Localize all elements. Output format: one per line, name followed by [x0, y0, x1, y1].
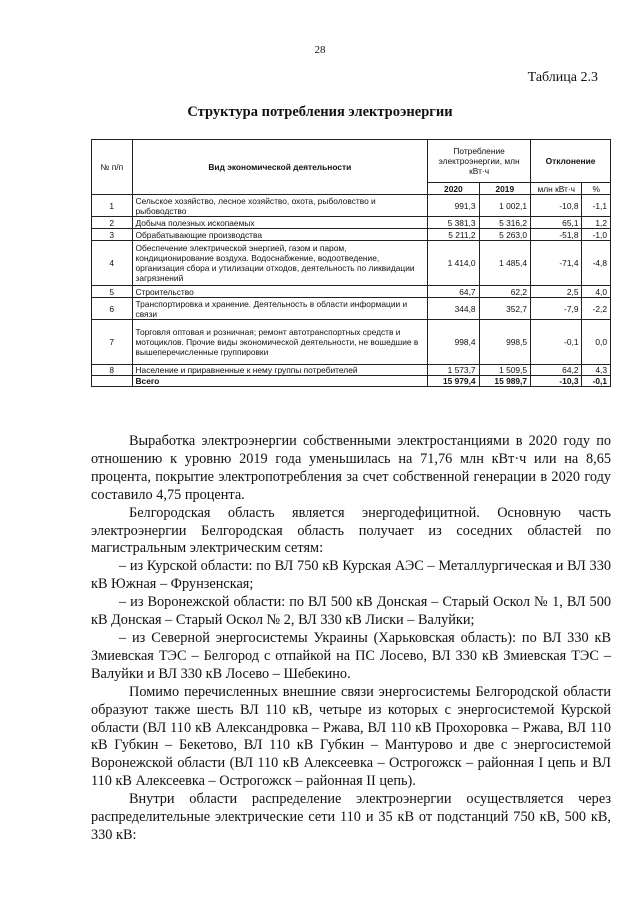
row-number: 3: [92, 229, 133, 241]
table-row: [92, 229, 611, 241]
deviation-pct-cell: -1,1: [582, 195, 611, 217]
value-2019-cell: 62,2: [479, 286, 530, 298]
total-num-cell: [92, 376, 133, 387]
row-number: 6: [92, 298, 133, 320]
value-2020-cell: 64,7: [428, 286, 479, 298]
deviation-abs-cell: 65,1: [531, 217, 582, 229]
total-2019: 15 989,7: [479, 376, 530, 387]
value-2019-cell: 1 509,5: [479, 365, 530, 376]
deviation-abs-cell: -0,1: [531, 320, 582, 365]
total-label: Всего: [132, 376, 428, 387]
activity-cell: Транспортировка и хранение. Деятельность в области информации и связи: [132, 298, 428, 320]
document-title: Структура потребления электроэнергии: [187, 104, 453, 120]
header-year-2020: 2020: [428, 183, 479, 195]
row-number: 8: [92, 365, 133, 376]
row-number: 5: [92, 286, 133, 298]
row-number: 2: [92, 217, 133, 229]
table-row: [92, 195, 611, 217]
value-2019-cell: 1 485,4: [479, 241, 530, 286]
deviation-abs-cell: -10,8: [531, 195, 582, 217]
table-row: [92, 365, 611, 376]
activity-cell: Обрабатывающие производства: [132, 229, 428, 241]
header-num: № п/п: [92, 140, 133, 195]
paragraph: Внутри области распределение электроэнергии осуществляется через распределительные электрические сети 110 и 35 кВ от подстанций 750 кВ, 500 кВ, 330 кВ:: [91, 791, 611, 843]
row-number: 7: [92, 320, 133, 365]
value-2020-cell: 1 573,7: [428, 365, 479, 376]
deviation-abs-cell: -7,9: [531, 298, 582, 320]
header-deviation-pct: %: [582, 183, 611, 195]
table-body: [92, 195, 611, 387]
table-label: Таблица 2.3: [527, 70, 598, 85]
deviation-pct-cell: 4,3: [582, 365, 611, 376]
value-2020-cell: 998,4: [428, 320, 479, 365]
list-item: – из Северной энергосистемы Украины (Харьковская область): по ВЛ 330 кВ Змиевская ТЭС – Белгород с отпайкой на ПС Лосево, ВЛ 330 кВ Змиевская ТЭС – Валуйки и ВЛ 330 кВ Лосево – Шебекино.: [91, 629, 611, 682]
header-activity: Вид экономической деятельности: [132, 140, 428, 195]
deviation-pct-cell: 1,2: [582, 217, 611, 229]
deviation-pct-cell: 0,0: [582, 320, 611, 365]
paragraph: Выработка электроэнергии собственными электростанциями в 2020 году по отношению к уровню 2019 года уменьшилась на 71,76 млн кВт·ч или на 8,65 процента, покрытие электропотребления за счет собственной генерации в 2020 году составило 4,75 процента.: [91, 433, 611, 503]
header-deviation-abs: млн кВт·ч: [531, 183, 582, 195]
table-row: [92, 320, 611, 365]
deviation-abs-cell: 64,2: [531, 365, 582, 376]
row-number: 1: [92, 195, 133, 217]
deviation-abs-cell: -51,8: [531, 229, 582, 241]
value-2019-cell: 5 263,0: [479, 229, 530, 241]
value-2019-cell: 352,7: [479, 298, 530, 320]
table-row: [92, 298, 611, 320]
activity-cell: Население и приравненные к нему группы потребителей: [132, 365, 428, 376]
total-deviation-pct: -0,1: [582, 376, 611, 387]
value-2020-cell: 5 211,2: [428, 229, 479, 241]
value-2020-cell: 5 381,3: [428, 217, 479, 229]
row-number: 4: [92, 241, 133, 286]
consumption-table: [91, 139, 611, 387]
total-deviation-abs: -10,3: [531, 376, 582, 387]
deviation-pct-cell: -2,2: [582, 298, 611, 320]
deviation-pct-cell: 4,0: [582, 286, 611, 298]
table-row: [92, 217, 611, 229]
paragraph: Помимо перечисленных внешние связи энергосистемы Белгородской области образуют также шесть ВЛ 110 кВ, четыре из которых с энергосистемой Курской области (ВЛ 110 кВ Александровка – Ржава, ВЛ 110 кВ Прохоровка – Ржава, ВЛ 110 кВ Губкин – Бекетово, ВЛ 110 кВ Губкин – Мантурово и две с энергосистемой Воронежской области (ВЛ 110 кВ Алексеевка – Острогожск – районная I цепь и ВЛ 110 кВ Алексеевка – Острогожск – районная II цепь).: [91, 683, 611, 790]
body-text: [91, 433, 611, 845]
activity-cell: Торговля оптовая и розничная; ремонт автотранспортных средств и мотоциклов. Прочие виды экономической деятельности, не вошедшие в вышеперечисленные группировки: [132, 320, 428, 365]
value-2019-cell: 998,5: [479, 320, 530, 365]
table-total-row: [92, 376, 611, 387]
activity-cell: Строительство: [132, 286, 428, 298]
value-2020-cell: 991,3: [428, 195, 479, 217]
paragraph: Белгородская область является энергодефицитной. Основную часть электроэнергии Белгородская область получает из соседних областей по магистральным электрическим сетям:: [91, 504, 611, 557]
activity-cell: Сельское хозяйство, лесное хозяйство, охота, рыболовство и рыбоводство: [132, 195, 428, 217]
value-2020-cell: 344,8: [428, 298, 479, 320]
value-2019-cell: 1 002,1: [479, 195, 530, 217]
table-row: [92, 286, 611, 298]
table-row: [92, 241, 611, 286]
page-number: 28: [314, 44, 326, 56]
header-consumption: Потребление электроэнергии, млн кВт·ч: [428, 140, 531, 183]
list-item: – из Воронежской области: по ВЛ 500 кВ Донская – Старый Оскол № 1, ВЛ 500 кВ Донская – Старый Оскол № 2, ВЛ 330 кВ Лиски – Валуйки;: [91, 594, 611, 629]
total-2020: 15 979,4: [428, 376, 479, 387]
activity-cell: Добыча полезных ископаемых: [132, 217, 428, 229]
deviation-abs-cell: 2,5: [531, 286, 582, 298]
activity-cell: Обеспечение электрической энергией, газом и паром, кондиционирование воздуха. Водоснабжение, водоотведение, организация сбора и утилизации отходов, деятельность по ликвидации загрязнений: [132, 241, 428, 286]
header-year-2019: 2019: [479, 183, 530, 195]
value-2019-cell: 5 316,2: [479, 217, 530, 229]
deviation-pct-cell: -4,8: [582, 241, 611, 286]
header-deviation: Отклонение: [531, 140, 611, 183]
deviation-pct-cell: -1,0: [582, 229, 611, 241]
value-2020-cell: 1 414,0: [428, 241, 479, 286]
deviation-abs-cell: -71,4: [531, 241, 582, 286]
list-item: – из Курской области: по ВЛ 750 кВ Курская АЭС – Металлургическая и ВЛ 330 кВ Южная – Фрунзенская;: [91, 558, 611, 593]
